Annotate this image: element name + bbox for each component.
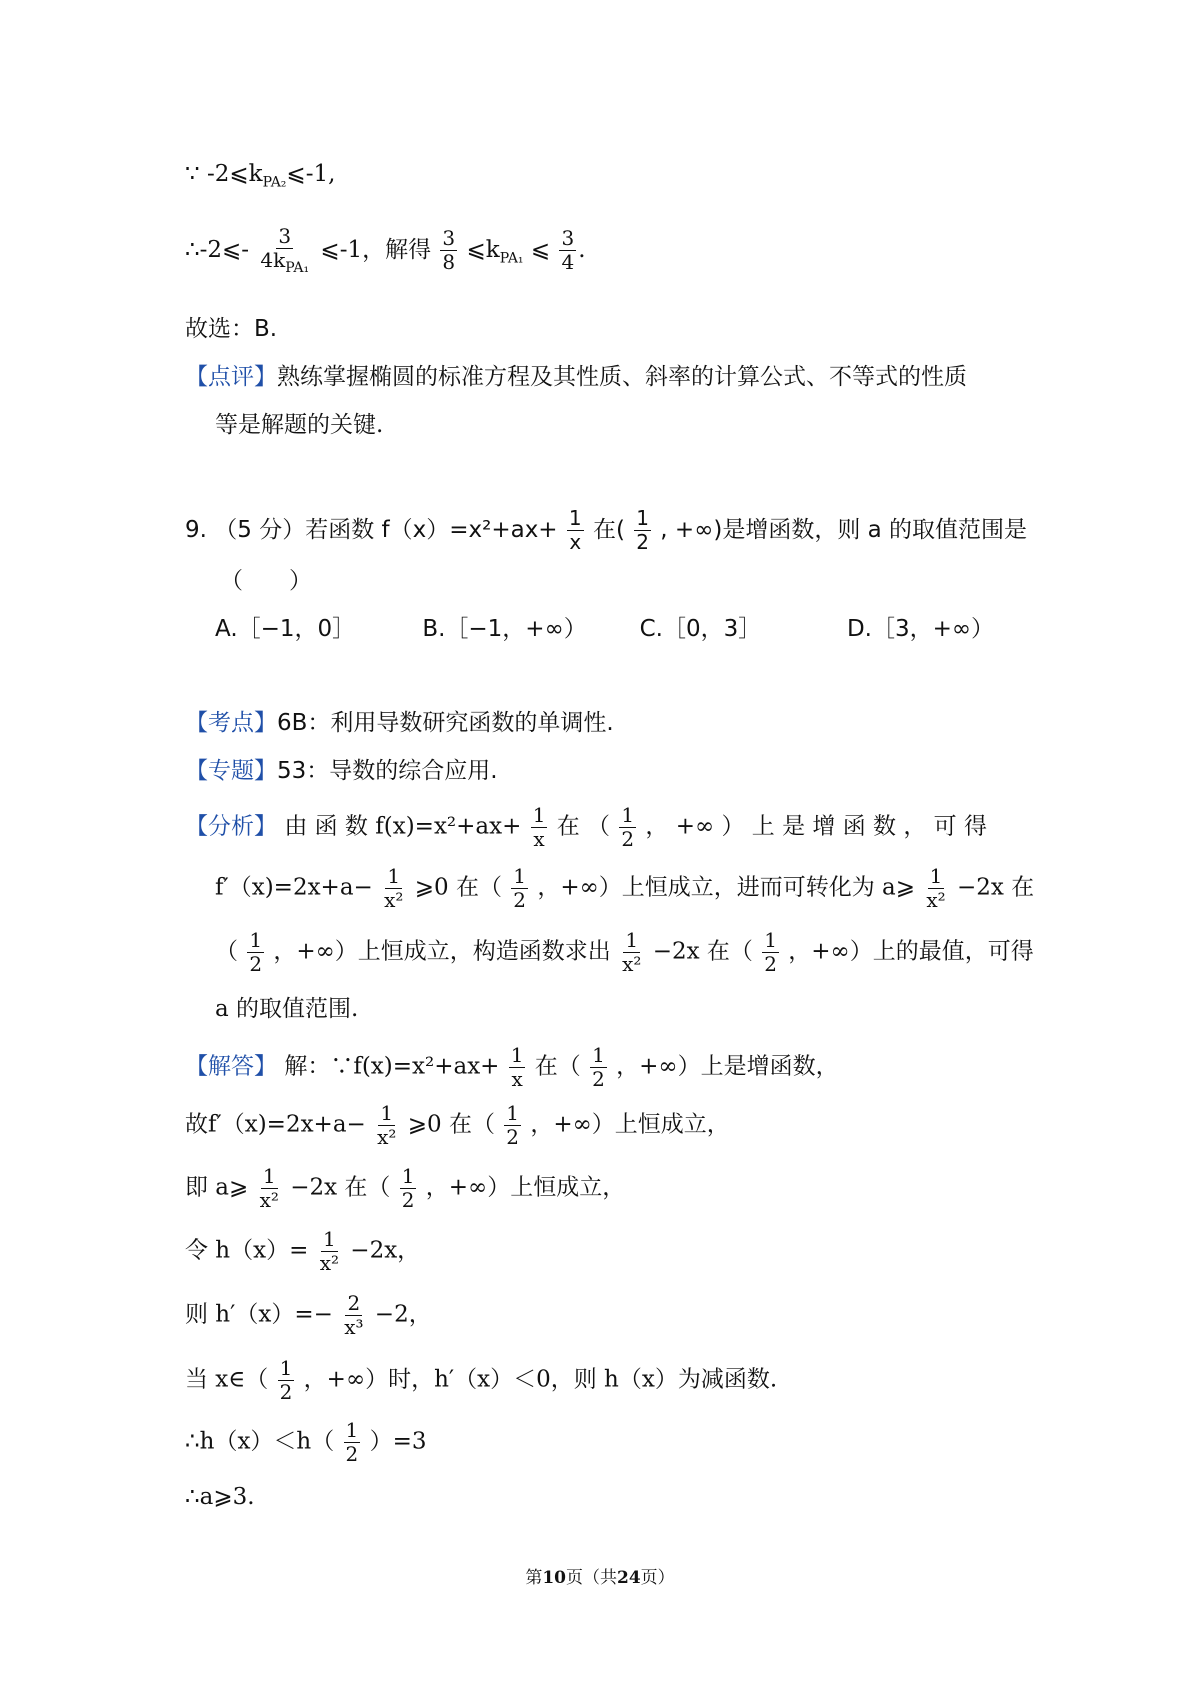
text: ⩽k	[466, 236, 500, 263]
fraction	[344, 1420, 361, 1465]
denominator: 2	[249, 952, 263, 976]
text: ）=3	[369, 1428, 427, 1455]
numerator: 1	[345, 1418, 359, 1442]
denominator: 2	[279, 1380, 293, 1404]
denominator	[258, 249, 311, 276]
numerator: 1	[592, 1043, 605, 1067]
fraction	[567, 508, 584, 553]
numerator: 1	[636, 506, 649, 530]
fraction	[375, 1103, 398, 1148]
text: 第	[525, 1568, 543, 1588]
jieda-line-3	[185, 1166, 625, 1211]
text: 当 x∈（	[185, 1366, 269, 1393]
jieda-line-5	[185, 1293, 432, 1338]
numerator: 2	[347, 1291, 361, 1315]
zhuanti-tag: 【专题】	[185, 758, 277, 784]
fenxi-tag: 【分析】	[185, 813, 277, 840]
page-footer	[0, 1563, 1200, 1588]
fraction	[258, 226, 311, 276]
denominator: x²	[384, 888, 404, 912]
text: −2，	[374, 1301, 432, 1328]
numerator: 1	[513, 864, 526, 888]
fraction	[504, 1103, 521, 1148]
text: 由 函 数 f(x)=x²+ax+	[284, 813, 522, 840]
subscript: PA₁	[285, 260, 310, 276]
fraction	[400, 1166, 417, 1211]
denominator: 8	[442, 250, 456, 275]
numerator: 1	[568, 506, 582, 530]
numerator: 1	[380, 1101, 394, 1125]
text: ，+∞）时，h′（x）＜0，则 h（x）为减函数.	[303, 1366, 778, 1393]
comment-tag: 【点评】	[185, 364, 277, 390]
answer-choice: 故选：B.	[185, 316, 278, 342]
fraction	[634, 508, 651, 553]
denominator: 2	[636, 530, 649, 554]
fenxi-line-1	[185, 805, 987, 850]
text: .	[578, 236, 586, 263]
numerator: 1	[929, 864, 943, 888]
jieda-line-8: ∴a⩾3.	[185, 1484, 255, 1510]
text: ⩽-1,	[286, 161, 336, 187]
text: ∴h（x）＜h（	[185, 1428, 335, 1455]
question-number: 9.	[185, 517, 207, 543]
kaodian-text: 6B：利用导数研究函数的单调性.	[277, 710, 614, 736]
text: 在 （	[556, 813, 611, 840]
fraction	[278, 1358, 295, 1403]
fraction	[620, 930, 643, 975]
denominator: x	[569, 530, 582, 554]
fraction	[440, 228, 457, 273]
fraction	[511, 866, 528, 911]
numerator: 1	[387, 864, 401, 888]
denominator: 2	[345, 1442, 359, 1466]
option-a: A.［−1，0］	[215, 616, 356, 642]
fraction	[382, 866, 405, 911]
denominator: x	[511, 1067, 523, 1091]
text: （	[215, 938, 238, 965]
text: 令 h（x）=	[185, 1237, 309, 1264]
numerator: 1	[625, 928, 639, 952]
numerator: 1	[279, 1356, 293, 1380]
numerator: 3	[278, 224, 292, 248]
text: 故f′（x)=2x+a−	[185, 1111, 366, 1138]
jieda-tag: 【解答】	[185, 1053, 277, 1080]
text: ，+∞）上恒成立，进而可转化为 a⩾	[537, 874, 916, 901]
denominator: 2	[764, 952, 777, 976]
denominator: 2	[592, 1067, 605, 1091]
text: −2x 在（	[290, 1174, 391, 1201]
fenxi-line-4: a 的取值范围.	[215, 996, 359, 1022]
subscript: PA₂	[262, 174, 287, 191]
text: ⩽	[530, 236, 551, 263]
text: ， +∞ ） 上 是 增 函 数 ， 可 得	[645, 813, 987, 840]
fraction	[258, 1166, 281, 1211]
jieda-line-4	[185, 1229, 420, 1274]
subscript: PA₁	[499, 250, 524, 267]
numerator: 1	[506, 1101, 519, 1125]
kaodian-tag: 【考点】	[185, 710, 277, 736]
option-c: C.［0，3］	[639, 616, 762, 642]
zhuanti-text: 53：导数的综合应用.	[277, 758, 498, 784]
text: 在(	[592, 517, 625, 543]
text: ，+∞）上是增函数，	[616, 1053, 839, 1080]
fenxi-line-3	[215, 930, 1034, 975]
numerator: 1	[262, 1164, 276, 1188]
zhuanti-line	[185, 760, 498, 783]
text: 在（	[534, 1053, 581, 1080]
option-b: B.［−1，+∞）	[422, 616, 587, 642]
fraction	[619, 805, 636, 850]
text: ∴-2⩽-	[185, 236, 250, 263]
denominator: x³	[344, 1315, 364, 1339]
text: 页（共	[566, 1568, 617, 1588]
question-9-blank: （ ）	[220, 568, 312, 594]
text: −2x 在（	[652, 938, 753, 965]
text: ⩽-1，解得	[320, 236, 432, 263]
fraction	[531, 805, 548, 850]
numerator: 1	[322, 1227, 336, 1251]
total-pages: 24	[617, 1568, 641, 1588]
text: f′（x)=2x+a−	[215, 874, 373, 901]
text: ⩾0 在（	[407, 1111, 495, 1138]
denominator: 2	[506, 1125, 519, 1149]
denominator: x²	[259, 1188, 279, 1212]
denominator: 2	[513, 888, 526, 912]
text: 页）	[640, 1568, 675, 1588]
text: 即 a⩾	[185, 1174, 249, 1201]
text: ，+∞）上恒成立，	[530, 1111, 730, 1138]
jieda-line-6	[185, 1358, 777, 1403]
text: ，+∞）上的最值，可得	[788, 938, 1034, 965]
denominator: 2	[621, 827, 635, 851]
numerator: 3	[561, 226, 575, 251]
fenxi-line-2	[215, 866, 1034, 911]
numerator: 1	[532, 803, 546, 827]
numerator: 1	[249, 928, 263, 952]
numerator: 1	[510, 1043, 524, 1067]
text: （5 分）若函数 f（x）=x²+ax+	[214, 517, 558, 543]
page-number: 10	[542, 1568, 566, 1588]
kaodian-line	[185, 712, 614, 735]
text: , +∞)是增函数，则 a 的取值范围是	[660, 517, 1028, 543]
jieda-line-7	[185, 1420, 427, 1465]
fraction	[762, 930, 779, 975]
fraction	[559, 228, 576, 273]
text: −2x 在	[956, 874, 1035, 901]
fraction	[590, 1045, 607, 1090]
numerator: 3	[442, 226, 456, 251]
fraction	[318, 1229, 341, 1274]
denominator: 2	[401, 1188, 415, 1212]
text: ⩾0 在（	[414, 874, 502, 901]
jieda-line-1	[185, 1045, 839, 1090]
denominator: x²	[319, 1251, 339, 1275]
numerator: 1	[621, 803, 635, 827]
comment-line-1	[185, 366, 967, 389]
comment-text: 熟练掌握椭圆的标准方程及其性质、斜率的计算公式、不等式的性质	[277, 364, 967, 390]
text: −2x，	[350, 1237, 421, 1264]
text: 4k	[260, 248, 286, 272]
text: ，+∞）上恒成立，构造函数求出	[273, 938, 611, 965]
text: ∵ -2⩽k	[185, 161, 263, 187]
fraction	[509, 1045, 526, 1090]
fraction	[924, 866, 947, 911]
fraction	[342, 1293, 365, 1338]
numerator: 1	[401, 1164, 415, 1188]
comment-line-2: 等是解题的关键.	[215, 412, 384, 438]
option-d: D.［3，+∞）	[846, 616, 995, 642]
denominator: x²	[622, 952, 642, 976]
condition-line-2	[185, 226, 586, 276]
numerator: 1	[764, 928, 777, 952]
text: ，+∞）上恒成立，	[425, 1174, 626, 1201]
fraction	[247, 930, 264, 975]
text: 解：∵f(x)=x²+ax+	[284, 1053, 500, 1080]
denominator: x²	[377, 1125, 397, 1149]
question-9-options	[215, 618, 994, 641]
condition-line-1	[185, 163, 335, 190]
text: 则 h′（x）=−	[185, 1301, 333, 1328]
question-9-stem	[185, 508, 1027, 553]
denominator: 4	[561, 250, 575, 275]
jieda-line-2	[185, 1103, 730, 1148]
denominator: x²	[926, 888, 946, 912]
denominator: x	[533, 827, 545, 851]
